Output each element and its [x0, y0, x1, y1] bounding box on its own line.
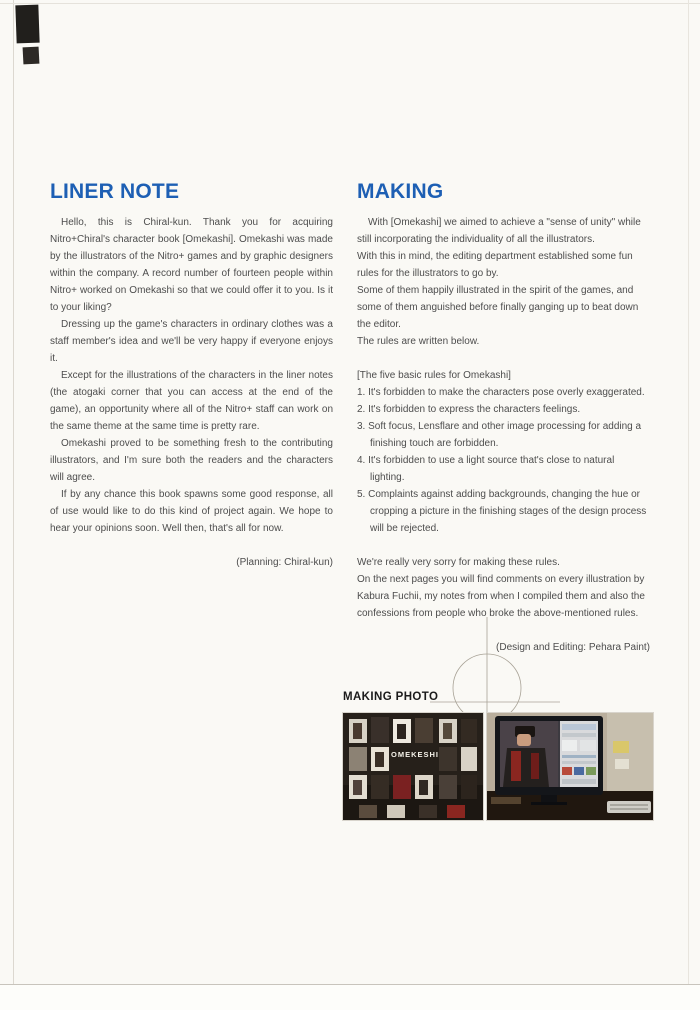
scan-edge-right	[688, 0, 689, 1010]
making-intro-paragraph: With this in mind, the editing department established some fun rules for the illustrators to go by.	[357, 251, 633, 279]
rule-item: 5. Complaints against adding backgrounds, changing the hue or cropping a picture in the finishing stages of the design process will be rejected.	[357, 489, 647, 534]
making-photo-label: MAKING PHOTO	[343, 691, 439, 703]
liner-note-paragraph: Except for the illustrations of the characters in the liner notes (the atogaki corner that you can access at the end of the game), an opportunity where all of the Nitro+ staff can work on the same theme at the same time is pretty rare.	[50, 370, 333, 432]
liner-note-paragraph: Hello, this is Chiral-kun. Thank you for acquiring Nitro+Chiral's character book [Omekashi]. Omekashi was made by the illustrators of the Nitro+ games and by graphic designers within the company. A record number of fourteen people within Nitro+ worked on Omekashi so that we could offer it to you. Is it to your liking?	[50, 217, 333, 313]
rule-item: 2. It's forbidden to express the characters feelings.	[357, 404, 581, 415]
planning-credit: (Planning: Chiral-kun)	[236, 557, 333, 568]
making-intro-paragraph: Some of them happily illustrated in the spirit of the games, and some of them anguished before finally ganging up to beat down the editor.	[357, 285, 639, 330]
liner-note-heading: LINER NOTE	[50, 180, 180, 203]
making-outro-paragraph: We're really very sorry for making these rules.	[357, 557, 560, 568]
rule-item: 4. It's forbidden to use a light source that's close to natural lighting.	[357, 455, 615, 483]
registration-mark-1	[15, 5, 39, 44]
photo-caption-omekeshi: OMEKESHI	[390, 750, 440, 759]
liner-note-paragraph: Omekashi proved to be something fresh to the contributing illustrators, and I'm sure both the readers and the characters will agree.	[50, 438, 333, 483]
making-photo-monitor	[487, 713, 653, 820]
design-credit: (Design and Editing: Pehara Paint)	[496, 642, 650, 653]
scan-edge-bottom-area	[0, 985, 700, 1010]
liner-note-section	[50, 180, 333, 571]
liner-note-paragraph: Dressing up the game's characters in ordinary clothes was a staff member's idea and we'll be very happy if everyone enjoys it.	[50, 319, 333, 364]
scan-edge-left	[13, 0, 14, 1010]
rule-item: 3. Soft focus, Lensflare and other image processing for adding a finishing touch are forbidden.	[357, 421, 642, 449]
making-heading: MAKING	[357, 180, 444, 203]
making-section	[357, 180, 650, 656]
making-photo-cards	[343, 713, 483, 820]
making-intro-paragraph: With [Omekashi] we aimed to achieve a "sense of unity" while still incorporating the individuality of all the illustrators.	[357, 217, 641, 245]
rule-item: 1. It's forbidden to make the characters pose overly exaggerated.	[357, 387, 645, 398]
making-outro-paragraph: On the next pages you will find comments on every illustration by Kabura Fuchii, my notes from when I compiled them and also the confessions from people who broke the above-mentioned rules.	[357, 574, 645, 619]
scan-edge-top	[0, 3, 700, 4]
making-intro-paragraph: The rules are written below.	[357, 336, 480, 347]
liner-note-paragraph: If by any chance this book spawns some good response, all of use would like to do this kind of project again. We hope to hear your opinions soon. Well then, that's all for now.	[50, 489, 333, 534]
rules-title: [The five basic rules for Omekashi]	[357, 370, 511, 381]
registration-mark-2	[23, 47, 40, 65]
